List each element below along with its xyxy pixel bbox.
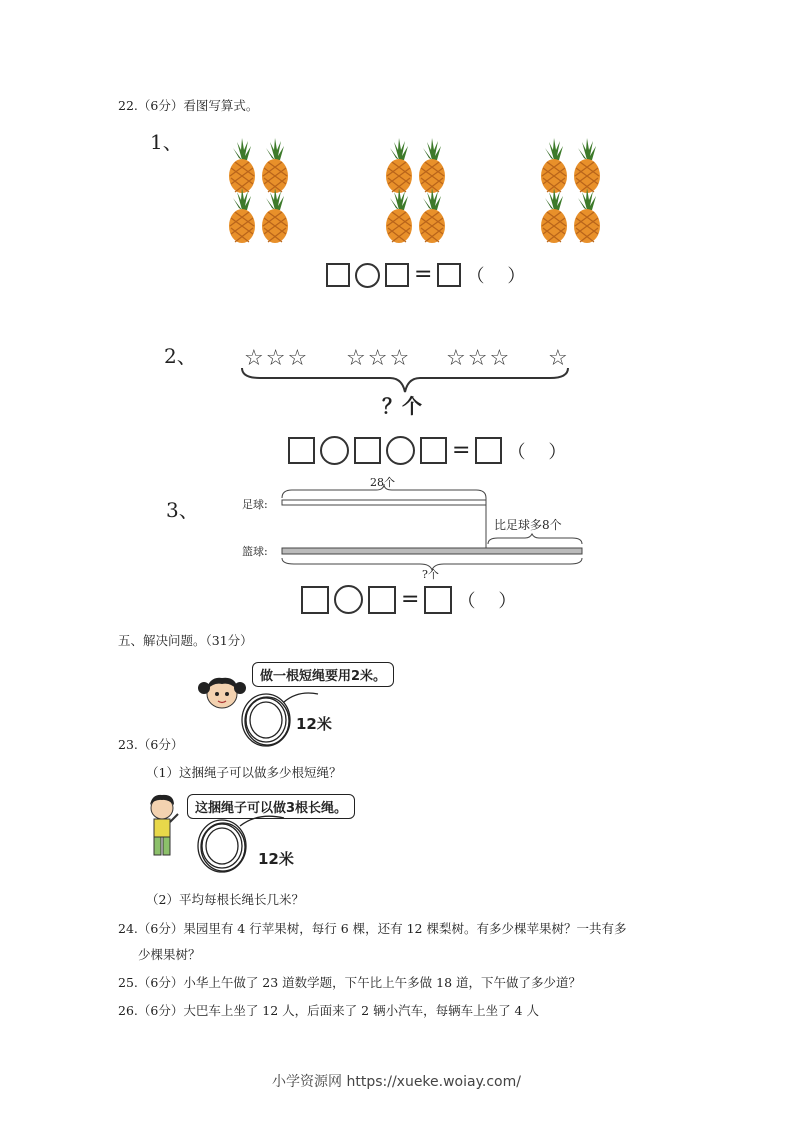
- rope-length-label-1: 12米: [296, 715, 332, 733]
- unit-parentheses[interactable]: （ ）: [507, 441, 567, 463]
- unit-parentheses[interactable]: （ ）: [466, 266, 526, 287]
- q23-title: 23.（6分）: [118, 737, 184, 752]
- equals-sign: =: [414, 262, 433, 287]
- speech-bubble-2: 这捆绳子可以做3根长绳。: [187, 794, 355, 819]
- answer-box[interactable]: [475, 437, 502, 464]
- answer-box[interactable]: [301, 586, 329, 614]
- brace-label: ？个: [382, 394, 422, 418]
- star-group-2: ☆☆☆: [346, 346, 412, 371]
- answer-box[interactable]: [326, 263, 350, 287]
- equation-template-1: [326, 262, 525, 288]
- football-label: 足球:: [242, 498, 268, 511]
- answer-box[interactable]: [354, 437, 381, 464]
- q22-part1-label: 1、: [150, 130, 183, 154]
- pineapple-group-3: [541, 138, 600, 243]
- q22-part3-label: 3、: [166, 498, 199, 522]
- pineapple-illustration: [222, 138, 612, 244]
- pineapple-group-1: [229, 138, 288, 243]
- q25-text: 25.（6分）小华上午做了 23 道数学题，下午比上午多做 18 道，下午做了多少道？: [118, 975, 582, 990]
- star-single: ☆: [548, 346, 570, 371]
- answer-box[interactable]: [437, 263, 461, 287]
- basketball-label: 篮球:: [242, 545, 268, 558]
- football-count-label: 28个: [370, 476, 395, 489]
- unit-parentheses[interactable]: （ ）: [457, 590, 517, 612]
- boy-illustration: [140, 792, 184, 862]
- answer-box[interactable]: [424, 586, 452, 614]
- equals-sign: =: [452, 437, 471, 463]
- more-than-label: 比足球多8个: [494, 518, 562, 532]
- q24-line1: 24.（6分）果园里有 4 行苹果树，每行 6 棵，还有 12 棵梨树。有多少棵苹果树？一共有多: [118, 921, 627, 936]
- operator-circle[interactable]: [334, 585, 363, 614]
- q22-part2-label: 2、: [164, 344, 197, 368]
- operator-circle[interactable]: [355, 263, 380, 288]
- equation-template-2: [288, 436, 566, 465]
- q23-sub1: （1）这捆绳子可以做多少根短绳？: [146, 765, 342, 780]
- rope-length-label-2: 12米: [258, 850, 294, 868]
- q23-sub2: （2）平均每根长绳长几米？: [146, 892, 304, 907]
- answer-box[interactable]: [420, 437, 447, 464]
- answer-box[interactable]: [288, 437, 315, 464]
- speech-bubble-1: 做一根短绳要用2米。: [252, 662, 394, 687]
- star-group-1: ☆☆☆: [244, 346, 310, 371]
- section5-title: 五、解决问题。（31分）: [118, 633, 253, 648]
- q26-text: 26.（6分）大巴车上坐了 12 人，后面来了 2 辆小汽车，每辆车上坐了 4 人: [118, 1003, 539, 1018]
- total-count-label: ?个: [422, 568, 439, 581]
- equals-sign: =: [401, 586, 420, 612]
- operator-circle[interactable]: [386, 436, 415, 465]
- answer-box[interactable]: [385, 263, 409, 287]
- pineapple-group-2: [386, 138, 445, 243]
- line-segment-diagram: [280, 482, 586, 582]
- star-group-3: ☆☆☆: [446, 346, 512, 371]
- footer-watermark: 小学资源网 https://xueke.woiay.com/: [272, 1074, 521, 1090]
- equation-template-3: [301, 585, 516, 614]
- answer-box[interactable]: [368, 586, 396, 614]
- q24-line2: 少棵果树？: [138, 947, 201, 962]
- operator-circle[interactable]: [320, 436, 349, 465]
- q22-title: 22.（6分）看图写算式。: [118, 98, 259, 113]
